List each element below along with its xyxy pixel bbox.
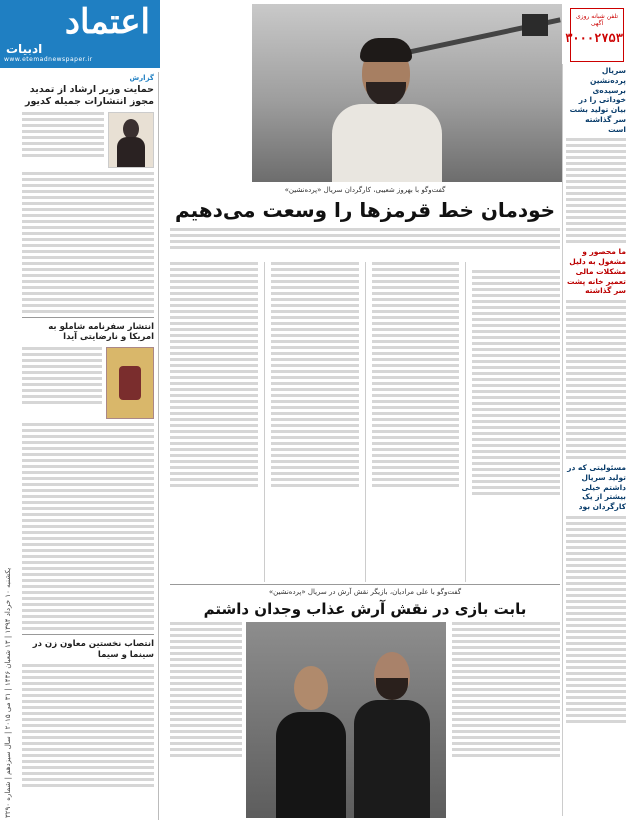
lower-kicker: گفت‌وگو با علی مرادیان، بازیگر نقش آرش در سریال «پرده‌نشین» [268, 588, 462, 596]
column-rule [264, 262, 265, 582]
column-tag: گزارش [129, 74, 154, 82]
story-title-3: انتصاب نخستین معاون زن در سینما و سیما [32, 639, 154, 660]
left-column [18, 72, 159, 820]
director-body [332, 104, 442, 182]
actor-2-body [354, 700, 430, 818]
actor-2-beard [376, 678, 408, 700]
story-text-1 [22, 112, 104, 168]
right-text-2 [566, 300, 626, 459]
main-headline: خودمان خط قرمزها را وسعت می‌دهیم [174, 198, 556, 222]
story-text-2 [22, 347, 102, 419]
divider [22, 317, 154, 318]
story-text-1b [22, 172, 154, 313]
right-text-1 [566, 138, 626, 243]
right-note-1: سریال پرده‌نشین برسیده‌ی خوداتی را در بیان تولید بشت سر گذاشته است [569, 66, 626, 134]
lower-article-col-right [452, 622, 560, 760]
right-note-3: مسئولیتی که در تولید سریال داشتم خیلی بیشتر از یک کارگردان بود [567, 463, 626, 511]
director-hair [360, 38, 412, 62]
ad-phone-box [565, 8, 624, 62]
lower-headline: بابت بازی در نقش آرش عذاب وجدان داشتم [203, 600, 527, 618]
ad-phone-number[interactable]: ۳۰۰۰۲۷۵۳ [565, 31, 623, 45]
masthead [0, 0, 160, 68]
column-rule [465, 262, 466, 582]
right-text-3 [566, 516, 626, 723]
article-col-4 [170, 262, 258, 582]
article-col-2 [372, 262, 460, 582]
story-text-2b [22, 423, 154, 630]
section-rule [170, 584, 560, 585]
site-url[interactable]: www.etemadnewspaper.ir [4, 56, 93, 63]
actor-1-head [294, 666, 328, 710]
story-text-3 [22, 664, 154, 787]
main-article-columns [170, 262, 560, 582]
question [472, 262, 560, 270]
ad-label: تلفن شبانه روزی آگهی [575, 13, 618, 27]
newspaper-logo: اعتماد [64, 2, 150, 42]
right-note-2: ما محصور و مشغول به دلیل مشکلات مالی تعمیر خانه پشت سر گذاشته [566, 247, 626, 296]
column-separator [562, 64, 563, 816]
main-kicker: گفت‌وگو با بهروز شعیبی، کارگردان سریال «پرده‌نشین» [284, 186, 446, 194]
article-col-3 [271, 262, 359, 582]
book-cover [106, 347, 154, 419]
article-col-1 [472, 262, 560, 582]
camera [522, 14, 548, 36]
dateline: یکشنبه ۱۰ خرداد ۱۳۹۴ | ۱۳ شعبان ۱۴۳۶ | ۳۱ می ۲۰۱۵ | سال سیزدهم | شماره ۳۲۹۰ [4, 567, 12, 818]
actor-1-body [276, 712, 346, 818]
director-beard [366, 82, 406, 106]
story-title-1: حمایت وزیر ارشاد از تمدید مجوز انتشارات جمیله کدیور [24, 84, 154, 107]
divider [22, 634, 154, 635]
actors-photo [246, 622, 446, 818]
section-title: ادبیات [6, 42, 43, 56]
column-rule [365, 262, 366, 582]
top-photo [252, 4, 562, 182]
lower-article-col-left [170, 622, 242, 760]
main-lead [170, 228, 560, 252]
portrait-photo [108, 112, 154, 168]
right-column [566, 66, 626, 816]
story-title-2: انتشار سفرنامه شاملو به امریکا و نارضایتی آیدا [48, 321, 154, 343]
